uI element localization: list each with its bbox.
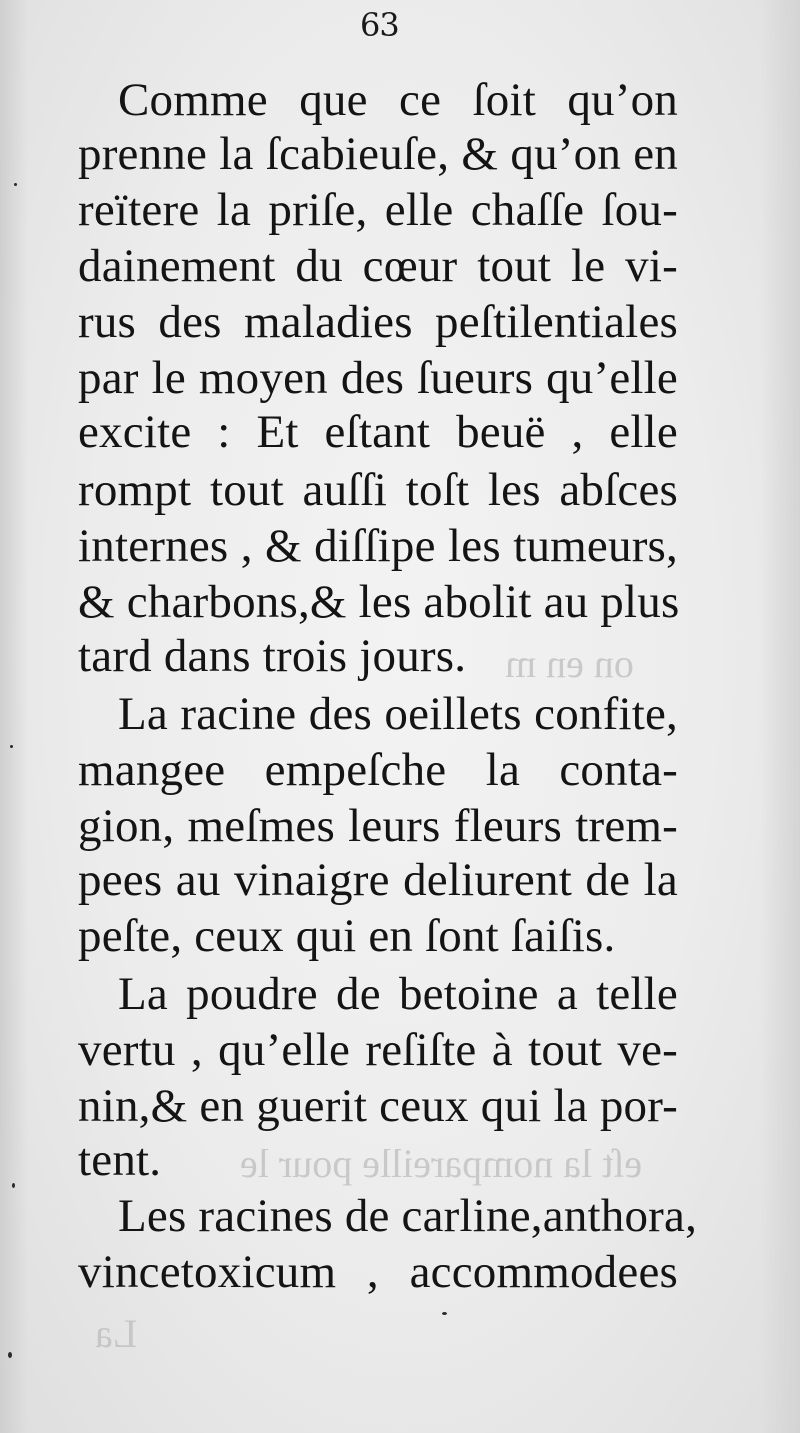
text-line: peſte, ceux qui en ſont ſaiſis. <box>78 910 616 962</box>
text-line: tent. <box>78 1134 162 1186</box>
scan-speck <box>442 1312 447 1315</box>
show-through-text: eſt la nompareille pour le <box>240 1141 643 1186</box>
text-line: La poudre de betoine a telle <box>118 968 678 1020</box>
text-line: nin,& en guerit ceux qui la por- <box>78 1080 678 1132</box>
scan-speck <box>10 745 13 748</box>
scan-speck <box>12 1183 15 1188</box>
text-line: internes , & diſſipe les tumeurs, <box>78 520 678 572</box>
text-line: gion, meſmes leurs fleurs trem- <box>78 800 678 852</box>
text-line: Comme que ce ſoit qu’on <box>118 74 678 126</box>
show-through-text: on en m <box>505 641 634 686</box>
text-line: tard dans trois jours. <box>78 630 467 682</box>
text-line: vertu , qu’elle reſiſte à tout ve- <box>78 1024 678 1076</box>
text-line: reïtere la priſe, elle chaſſe ſou- <box>78 184 678 236</box>
text-line: La racine des oeillets confite, <box>118 688 678 740</box>
text-line: rus des maladies peſtilentiales <box>78 296 678 348</box>
text-line: & charbons,& les abolit au plus <box>78 576 680 628</box>
text-line: mangee empeſche la conta- <box>78 744 678 796</box>
text-line: excite : Et eſtant beuë , elle <box>78 406 678 458</box>
text-line: vincetoxicum , accommodees <box>78 1246 678 1298</box>
text-line: rompt tout auſſi toſt les abſces <box>78 464 678 516</box>
scan-speck <box>14 183 17 186</box>
text-line: dainement du cœur tout le vi- <box>78 240 678 292</box>
page-number: 63 <box>360 6 399 44</box>
scan-speck <box>8 1352 12 1358</box>
text-line: prenne la ſcabieuſe, & qu’on en <box>78 128 678 180</box>
text-line: pees au vinaigre deliurent de la <box>78 854 678 906</box>
text-line: Les racines de carline,anthora, <box>118 1190 698 1242</box>
show-through-text: La <box>95 1311 138 1356</box>
text-line: par le moyen des ſueurs qu’elle <box>78 352 678 404</box>
